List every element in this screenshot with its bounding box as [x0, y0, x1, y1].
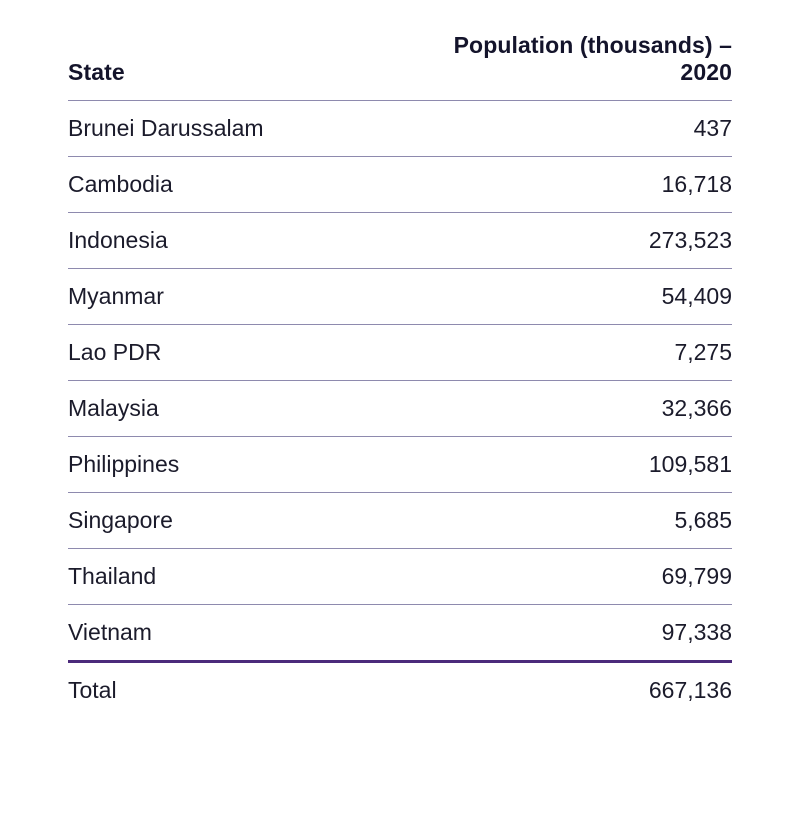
cell-state: Thailand	[68, 549, 453, 605]
table-row	[68, 213, 732, 269]
cell-population: 69,799	[453, 549, 732, 605]
cell-state: Brunei Darussalam	[68, 101, 453, 157]
table-row	[68, 101, 732, 157]
table-row	[68, 437, 732, 493]
table-row	[68, 605, 732, 662]
population-table	[68, 22, 732, 718]
cell-state: Lao PDR	[68, 325, 453, 381]
cell-population: 109,581	[453, 437, 732, 493]
table-header-row	[68, 22, 732, 101]
table-row	[68, 157, 732, 213]
cell-population: 54,409	[453, 269, 732, 325]
table-row	[68, 325, 732, 381]
table-body	[68, 101, 732, 719]
table-row	[68, 549, 732, 605]
table-header	[68, 22, 732, 101]
cell-state: Malaysia	[68, 381, 453, 437]
cell-state: Vietnam	[68, 619, 152, 645]
cell-total-population: 667,136	[453, 662, 732, 719]
table-row	[68, 381, 732, 437]
cell-state: Indonesia	[68, 213, 453, 269]
cell-state: Cambodia	[68, 157, 453, 213]
cell-population: 437	[453, 101, 732, 157]
table-total-row	[68, 662, 732, 719]
table-row	[68, 269, 732, 325]
column-header-state: State	[68, 22, 453, 101]
cell-total-label: Total	[68, 662, 453, 719]
cell-state: Philippines	[68, 437, 453, 493]
column-header-population: Population (thousands) – 2020	[453, 22, 732, 101]
cell-population: 32,366	[453, 381, 732, 437]
cell-state: Singapore	[68, 493, 453, 549]
cell-population: 16,718	[453, 157, 732, 213]
cell-state: Myanmar	[68, 269, 453, 325]
cell-population: 7,275	[453, 325, 732, 381]
cell-population: 97,338	[661, 619, 732, 645]
table-row	[68, 493, 732, 549]
cell-population: 273,523	[453, 213, 732, 269]
cell-population: 5,685	[453, 493, 732, 549]
